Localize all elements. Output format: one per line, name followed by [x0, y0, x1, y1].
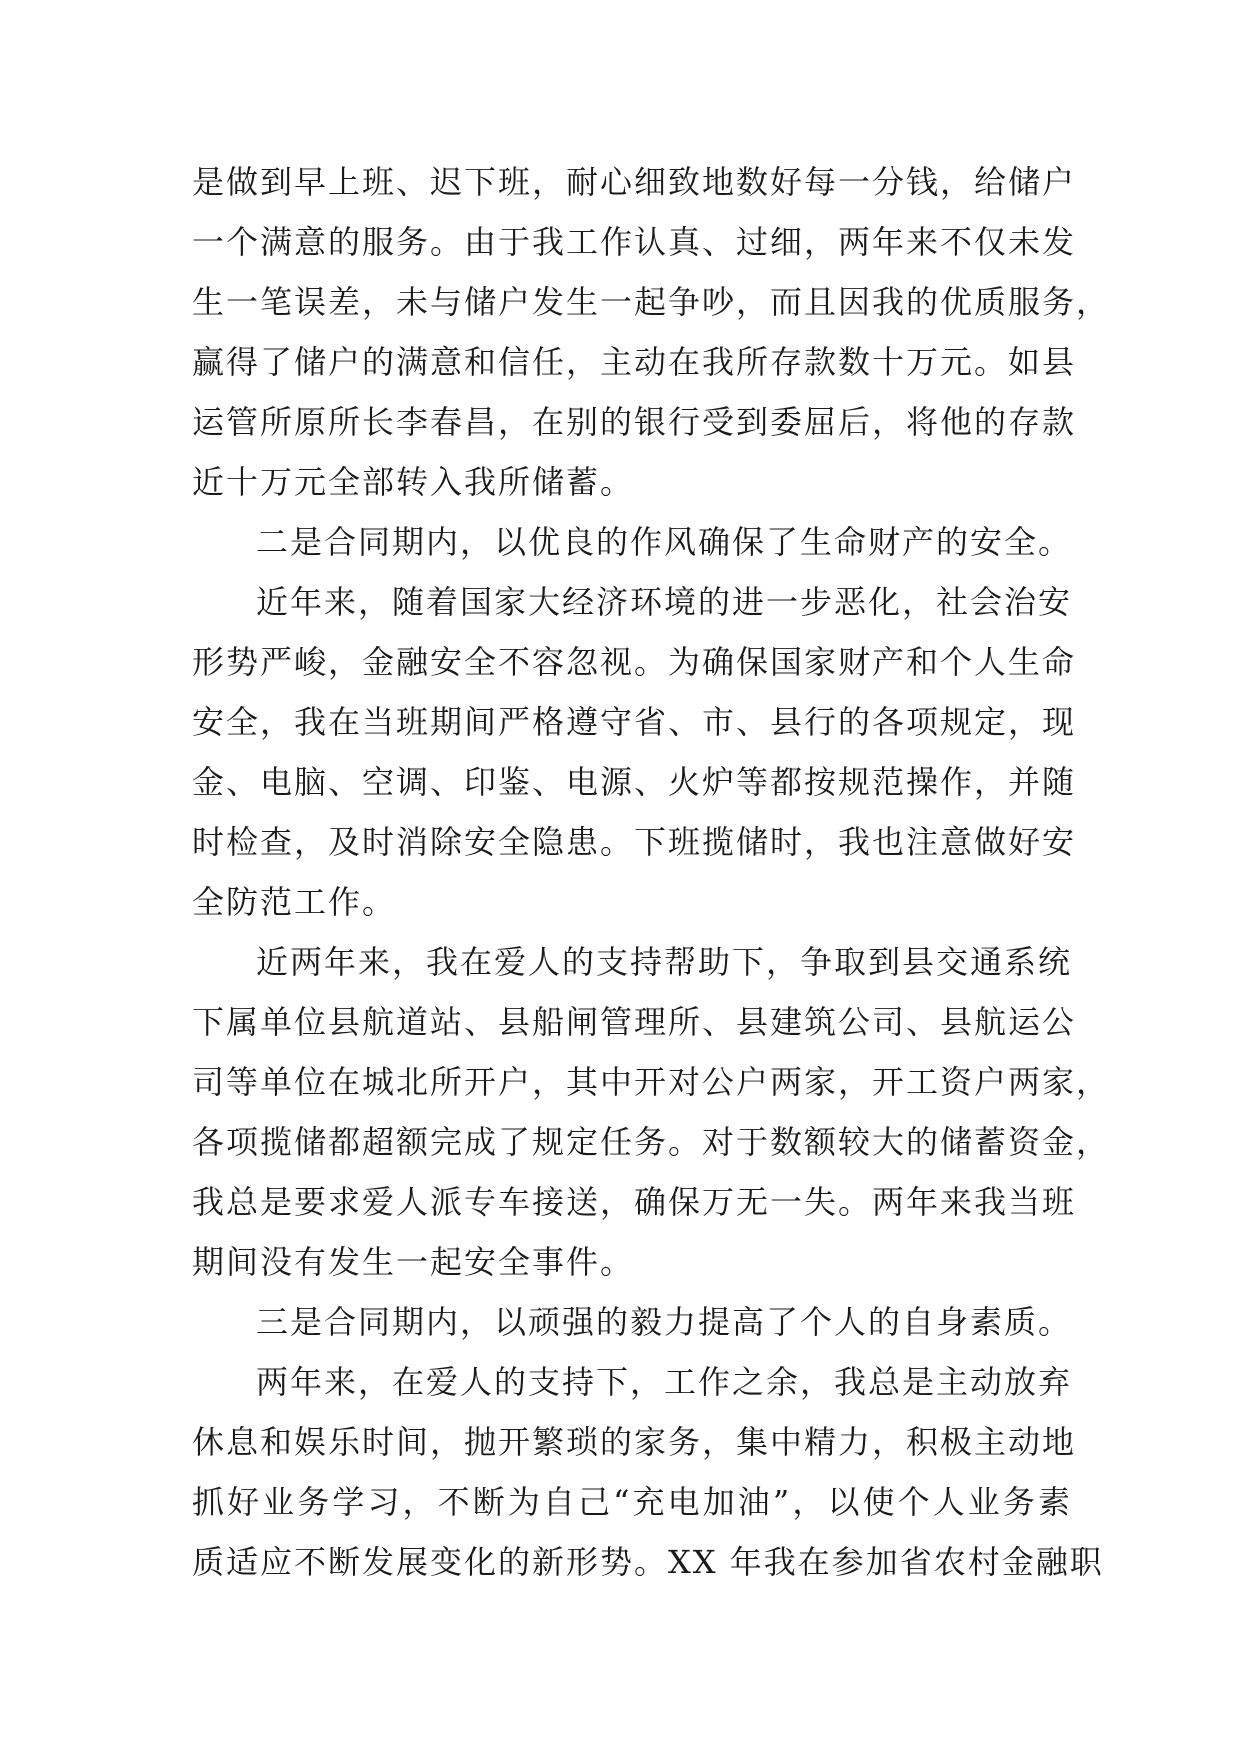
text-line: 一个满意的服务。由于我工作认真、过细，两年来不仅未发 [192, 223, 1077, 261]
document-body [192, 152, 1111, 1592]
text-line: 各项揽储都超额完成了规定任务。对于数额较大的储蓄资金， [192, 1123, 1111, 1161]
text-line: 安全，我在当班期间严格遵守省、市、县行的各项规定，现 [192, 703, 1077, 741]
text-line: 休息和娱乐时间，抛开繁琐的家务，集中精力，积极主动地 [192, 1423, 1077, 1461]
text-line: 近两年来，我在爱人的支持帮助下，争取到县交通系统 [256, 943, 1073, 981]
text-line: 是做到早上班、迟下班，耐心细致地数好每一分钱，给储户 [192, 163, 1077, 201]
text-line: 生一笔误差，未与储户发生一起争吵，而且因我的优质服务， [192, 283, 1111, 321]
text-line: 期间没有发生一起安全事件。 [192, 1243, 635, 1281]
text-line: 抓好业务学习，不断为自己“充电加油”，以使个人业务素 [192, 1483, 1072, 1521]
text-line: 两年来，在爱人的支持下，工作之余，我总是主动放弃 [256, 1363, 1073, 1401]
text-line: 下属单位县航道站、县船闸管理所、县建筑公司、县航运公 [192, 1003, 1077, 1041]
text-line: 我总是要求爱人派专车接送，确保万无一失。两年来我当班 [192, 1183, 1077, 1221]
text-line: 司等单位在城北所开户，其中开对公户两家，开工资户两家， [192, 1063, 1111, 1101]
text-line: 金、电脑、空调、印鉴、电源、火炉等都按规范操作，并随 [192, 763, 1077, 801]
text-line: 形势严峻，金融安全不容忽视。为确保国家财产和个人生命 [192, 643, 1077, 681]
text-line: 运管所原所长李春昌，在别的银行受到委屈后，将他的存款 [192, 403, 1077, 441]
text-line: 质适应不断发展变化的新形势。XX 年我在参加省农村金融职 [192, 1543, 1104, 1581]
text-line: 近年来，随着国家大经济环境的进一步恶化，社会治安 [256, 583, 1073, 621]
text-line: 近十万元全部转入我所储蓄。 [192, 463, 635, 501]
section-heading: 三是合同期内，以顽强的毅力提高了个人的自身素质。 [256, 1303, 1073, 1341]
section-heading: 二是合同期内，以优良的作风确保了生命财产的安全。 [256, 523, 1073, 561]
text-line: 赢得了储户的满意和信任，主动在我所存款数十万元。如县 [192, 343, 1077, 381]
text-line: 全防范工作。 [192, 883, 397, 921]
text-line: 时检查，及时消除安全隐患。下班揽储时，我也注意做好安 [192, 823, 1077, 861]
